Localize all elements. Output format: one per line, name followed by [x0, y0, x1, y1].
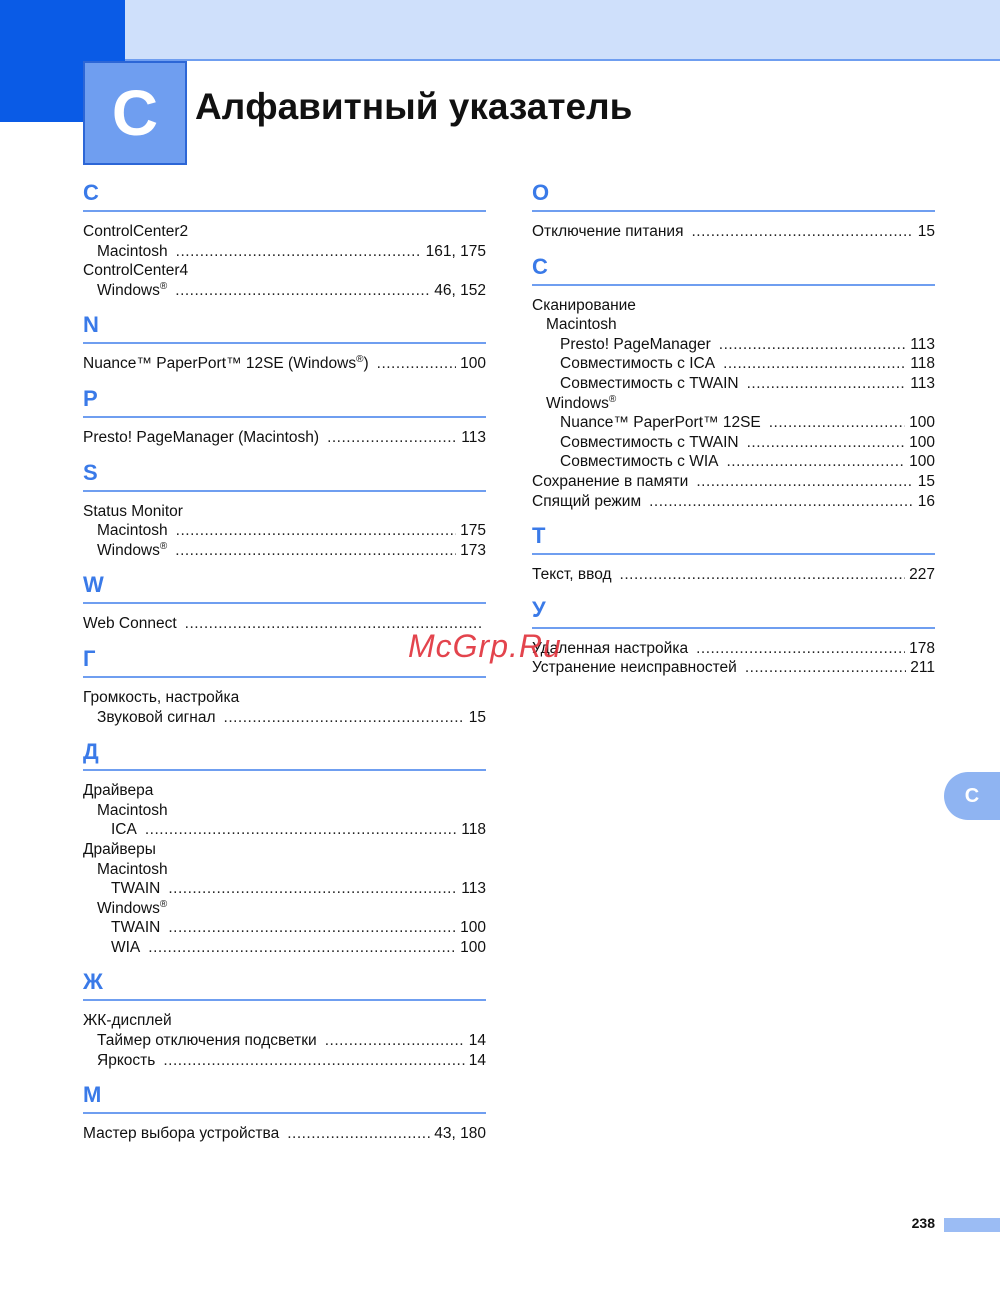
index-entry-leader	[723, 354, 906, 374]
index-entry-leader	[377, 354, 456, 374]
index-entry[interactable]	[532, 565, 935, 585]
index-entry-term: Совместимость с ICA	[560, 355, 716, 373]
index-entry[interactable]	[83, 222, 486, 242]
index-entry-term: Совместимость с WIA	[560, 453, 719, 471]
index-entry-term: Windows®	[97, 280, 168, 299]
index-entry-term: Macintosh	[97, 242, 168, 260]
index-entry-page[interactable]: 227	[909, 566, 935, 584]
index-entry[interactable]	[532, 452, 935, 472]
section-letter: N	[83, 312, 99, 338]
index-entry-page[interactable]: 14	[468, 1032, 486, 1050]
index-entry-term: Отключение питания	[532, 223, 684, 240]
page-title: Алфавитный указатель	[195, 86, 633, 127]
index-entry-term: Мастер выбора устройства	[83, 1125, 280, 1143]
index-entry-term: Таймер отключения подсветки	[97, 1032, 317, 1050]
page-number-bar	[944, 1218, 1000, 1232]
section-rule	[532, 553, 935, 555]
section-letter: Г	[83, 645, 96, 671]
index-entry-term: WIA	[111, 938, 141, 956]
index-entry-term: Presto! PageManager	[560, 335, 711, 353]
index-entry[interactable]	[83, 521, 486, 541]
section-letter: S	[83, 459, 98, 485]
section-rule	[83, 1112, 486, 1114]
index-entry[interactable]	[532, 315, 935, 335]
index-entry[interactable]	[83, 1051, 486, 1071]
index-entry-leader	[224, 708, 465, 728]
index-entry[interactable]	[83, 688, 486, 708]
index-entry[interactable]	[532, 222, 935, 242]
index-entry-term: ControlCenter2	[83, 223, 189, 240]
index-entry-leader	[168, 918, 456, 938]
index-entry-term: Macintosh	[97, 860, 168, 878]
index-entry-page[interactable]: 15	[917, 472, 935, 490]
index-entry-leader	[769, 413, 905, 433]
index-entry-term: Web Connect	[83, 615, 177, 633]
index-entry[interactable]	[532, 658, 935, 678]
section-rule	[83, 602, 486, 604]
section-rule	[83, 416, 486, 418]
index-entry-page[interactable]: 46, 152	[434, 281, 486, 299]
index-entry-term: Сохранение в памяти	[532, 472, 689, 490]
index-entry[interactable]	[83, 801, 486, 821]
index-entry-term: Windows®	[546, 393, 617, 412]
index-entry-page[interactable]: 100	[909, 453, 935, 471]
index-entry-term: Macintosh	[97, 801, 168, 819]
chapter-badge: C	[83, 61, 187, 165]
index-entry[interactable]	[83, 1124, 486, 1144]
section-letter: О	[532, 180, 550, 205]
index-entry[interactable]	[532, 433, 935, 453]
index-entry-term: Яркость	[97, 1051, 156, 1069]
index-entry-leader	[727, 452, 906, 472]
section-letter: Т	[532, 523, 546, 549]
index-section	[83, 176, 486, 300]
index-entry-page[interactable]: 211	[910, 659, 935, 677]
index-entry[interactable]	[83, 860, 486, 880]
index-entry-term: Совместимость с TWAIN	[560, 433, 739, 451]
index-entry-leader	[176, 521, 456, 541]
index-entry[interactable]	[532, 354, 935, 374]
index-entry-leader	[649, 492, 914, 512]
section-rule	[83, 490, 486, 492]
index-entry-term: Громкость, настройка	[83, 688, 240, 706]
index-entry-page[interactable]: 113	[461, 880, 486, 898]
index-entry-page[interactable]: 113	[910, 374, 935, 392]
index-entry-term: Текст, ввод	[532, 566, 612, 584]
index-entry-page[interactable]: 173	[460, 541, 486, 559]
index-section	[83, 1078, 486, 1144]
index-entry-leader	[692, 222, 914, 242]
index-entry-leader	[696, 639, 905, 659]
index-entry-page[interactable]: 100	[460, 919, 486, 937]
index-entry[interactable]	[532, 639, 935, 659]
index-entry-term: Звуковой сигнал	[97, 708, 216, 726]
index-entry-leader	[175, 281, 430, 301]
section-rule	[532, 210, 935, 212]
index-section	[532, 519, 935, 585]
section-rule	[83, 769, 486, 771]
section-rule	[83, 676, 486, 678]
index-entry-term: Устранение неисправностей	[532, 659, 737, 677]
index-section	[532, 593, 935, 678]
index-entry[interactable]	[83, 428, 486, 448]
index-entry[interactable]	[83, 354, 486, 374]
index-section	[83, 308, 486, 374]
index-entry-term: Спящий режим	[532, 492, 642, 510]
section-rule	[532, 284, 935, 286]
index-entry[interactable]	[532, 296, 935, 316]
index-entry-term: Драйвера	[83, 782, 154, 800]
section-letter: Д	[83, 739, 99, 765]
index-entry-term: Удаленная настройка	[532, 639, 689, 657]
section-rule	[532, 627, 935, 629]
header-band	[125, 0, 1000, 60]
index-entry-term: Windows®	[97, 540, 168, 559]
index-entry-term: Совместимость с TWAIN	[560, 374, 739, 392]
index-section	[532, 176, 935, 242]
index-section	[83, 735, 486, 957]
index-entry-leader	[176, 242, 422, 262]
index-entry-leader	[168, 879, 457, 899]
index-entry[interactable]	[532, 374, 935, 394]
index-section	[83, 965, 486, 1070]
index-entry-leader	[747, 374, 907, 394]
section-rule	[83, 999, 486, 1001]
index-entry-leader	[175, 541, 456, 561]
index-entry-page[interactable]: 113	[461, 428, 486, 446]
index-entry-term: TWAIN	[111, 880, 161, 898]
index-entry-leader	[696, 472, 913, 492]
index-entry[interactable]	[83, 502, 486, 522]
index-right-column	[532, 176, 935, 686]
index-entry[interactable]	[532, 335, 935, 355]
index-entry[interactable]	[83, 781, 486, 801]
index-entry[interactable]	[83, 281, 486, 301]
index-entry-page[interactable]: 15	[917, 223, 935, 240]
section-letter: C	[83, 180, 99, 205]
section-letter: С	[532, 253, 548, 279]
index-entry-page[interactable]: 100	[909, 433, 935, 451]
index-entry[interactable]	[83, 840, 486, 860]
index-entry[interactable]	[83, 541, 486, 561]
index-entry-page[interactable]: 100	[460, 938, 486, 956]
index-entry-term: Windows®	[97, 898, 168, 917]
index-entry-page[interactable]: 113	[910, 335, 935, 353]
index-entry[interactable]	[532, 394, 935, 414]
index-entry[interactable]	[83, 820, 486, 840]
page-number: 238	[911, 1215, 935, 1231]
index-section	[83, 568, 486, 634]
index-entry-term: Nuance™ PaperPort™ 12SE	[560, 414, 761, 432]
watermark: McGrp.Ru	[408, 628, 562, 664]
index-entry[interactable]	[83, 879, 486, 899]
index-section	[532, 250, 935, 512]
index-entry-leader	[163, 1051, 464, 1071]
section-letter: М	[83, 1082, 102, 1108]
index-entry-term: Status Monitor	[83, 502, 183, 520]
index-entry[interactable]	[532, 413, 935, 433]
index-entry[interactable]	[532, 492, 935, 512]
index-entry-leader	[620, 565, 906, 585]
index-entry-term: Macintosh	[546, 316, 617, 334]
index-entry-leader	[145, 820, 457, 840]
index-entry-term: TWAIN	[111, 919, 161, 937]
index-entry-term: ICA	[111, 821, 137, 839]
index-entry[interactable]	[83, 708, 486, 728]
index-entry-term: Сканирование	[532, 296, 636, 314]
header-band-rule	[125, 59, 1000, 61]
section-letter: P	[83, 385, 98, 411]
index-entry-page[interactable]: 175	[460, 522, 486, 540]
index-entry-page[interactable]: 16	[917, 492, 935, 510]
index-entry-leader	[325, 1031, 465, 1051]
section-rule	[83, 210, 486, 212]
index-entry-leader	[287, 1124, 430, 1144]
index-entry[interactable]	[83, 1031, 486, 1051]
index-entry-term: ControlCenter4	[83, 262, 189, 280]
index-entry-page[interactable]: 15	[468, 708, 486, 726]
section-letter: У	[532, 596, 546, 622]
index-entry-term: ЖК-дисплей	[83, 1012, 172, 1030]
index-entry-term: Nuance™ PaperPort™ 12SE (Windows®)	[83, 354, 369, 373]
section-letter: Ж	[83, 969, 103, 995]
index-entry-page[interactable]: 100	[460, 355, 486, 373]
index-entry-page[interactable]: 14	[468, 1051, 486, 1069]
index-entry[interactable]	[532, 472, 935, 492]
index-section	[83, 382, 486, 448]
index-entry[interactable]	[83, 938, 486, 958]
index-entry[interactable]	[83, 899, 486, 919]
index-entry-term: Presto! PageManager (Macintosh)	[83, 428, 320, 446]
index-section	[83, 456, 486, 561]
index-entry-leader	[719, 335, 906, 355]
index-entry-page[interactable]: 118	[910, 355, 935, 373]
index-entry-page[interactable]: 118	[461, 821, 486, 839]
index-entry-page[interactable]: 43, 180	[434, 1125, 486, 1143]
index-entry[interactable]	[83, 261, 486, 281]
index-entry-page[interactable]: 161, 175	[425, 242, 486, 260]
index-entry-page[interactable]: 178	[909, 639, 935, 657]
index-entry[interactable]	[83, 1011, 486, 1031]
index-entry-page[interactable]: 100	[909, 414, 935, 432]
index-entry-leader	[745, 658, 906, 678]
index-entry-term: Драйверы	[83, 840, 156, 858]
index-entry-leader	[327, 428, 457, 448]
section-rule	[83, 342, 486, 344]
index-entry-leader	[747, 433, 906, 453]
index-entry[interactable]	[83, 242, 486, 262]
index-entry-leader	[148, 938, 456, 958]
chapter-side-tab[interactable]: C	[944, 772, 1000, 820]
index-entry-term: Macintosh	[97, 522, 168, 540]
index-entry[interactable]	[83, 918, 486, 938]
section-letter: W	[83, 572, 104, 598]
